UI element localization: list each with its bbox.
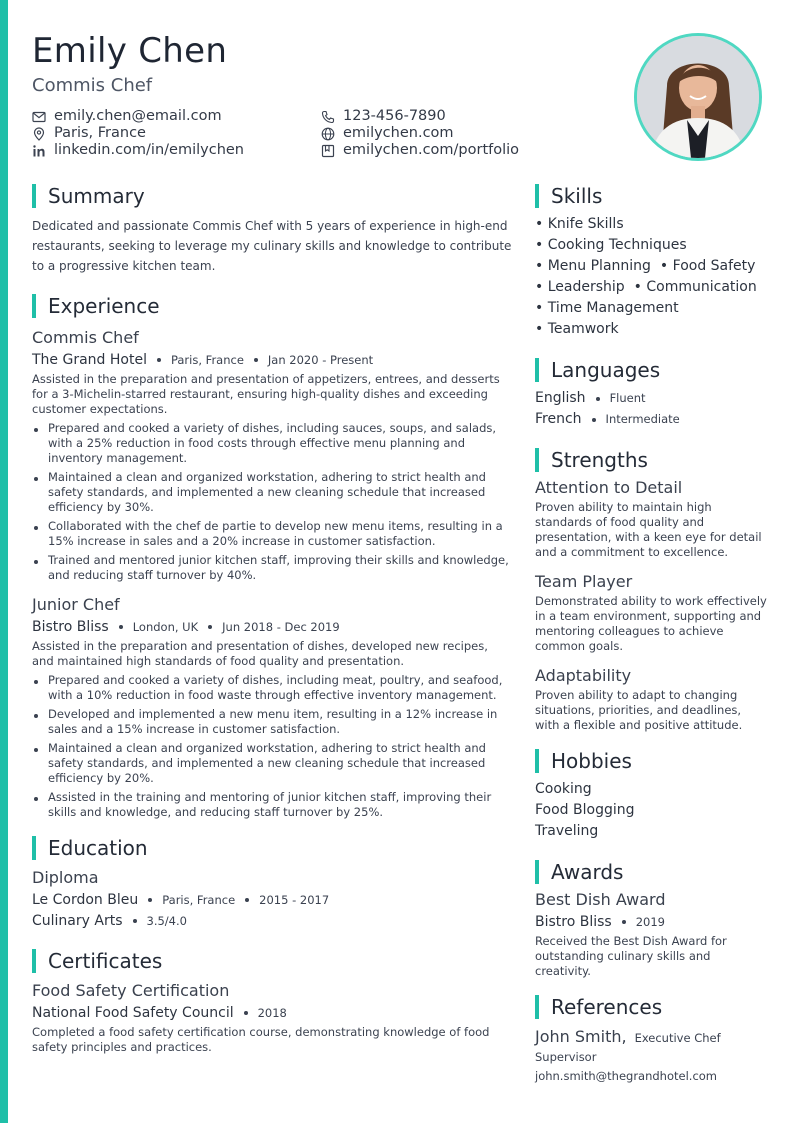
summary-heading-text: Summary bbox=[48, 184, 145, 208]
education-degree: Diploma bbox=[32, 868, 99, 887]
language-level: Fluent bbox=[609, 391, 646, 405]
education-heading-text: Education bbox=[48, 836, 148, 860]
language-item bbox=[535, 409, 767, 430]
awards-heading-text: Awards bbox=[551, 860, 624, 884]
separator-dot bbox=[622, 920, 626, 924]
email-text: emily.chen@email.com bbox=[54, 108, 222, 124]
education-school: Le Cordon Bleu bbox=[32, 892, 139, 908]
list-item: Assisted in the training and mentoring of junior kitchen staff, improving their skills and knowledge, and reducing staff turnover by 25%. bbox=[32, 790, 512, 820]
reference-relation: Supervisor bbox=[535, 1050, 597, 1064]
summary-text: Dedicated and passionate Commis Chef with 5 years of experience in high-end restaurants, seeking to leverage my culinary skills and knowledge to contribute to a progressive kitchen team. bbox=[32, 219, 512, 273]
heading-accent bbox=[32, 949, 36, 973]
education-field: Culinary Arts bbox=[32, 913, 123, 929]
hobby-item: Food Blogging bbox=[535, 802, 635, 818]
education-entry bbox=[32, 868, 512, 931]
job-bullets bbox=[32, 673, 512, 820]
list-item: Developed and implemented a new menu item, resulting in a 12% increase in sales and a 15% increase in customer satisfaction. bbox=[32, 707, 512, 737]
skill-item: • Food Safety bbox=[660, 256, 756, 277]
education-meta bbox=[32, 890, 512, 910]
languages-list bbox=[535, 388, 767, 430]
heading-accent bbox=[32, 836, 36, 860]
job-meta bbox=[32, 617, 512, 637]
job-dates: Jun 2018 - Dec 2019 bbox=[222, 620, 340, 634]
heading-accent bbox=[535, 358, 539, 382]
contact-phone[interactable] bbox=[321, 108, 446, 125]
contact-linkedin[interactable] bbox=[32, 142, 244, 159]
heading-accent bbox=[535, 995, 539, 1019]
right-column bbox=[535, 182, 767, 1084]
separator-dot bbox=[148, 898, 152, 902]
strength-text: Proven ability to adapt to changing situations, priorities, and deadlines, with a flexible and positive attitude. bbox=[535, 688, 743, 732]
award-year: 2019 bbox=[635, 915, 665, 929]
award-issuer: Bistro Bliss bbox=[535, 914, 612, 930]
education-gpa: 3.5/4.0 bbox=[146, 914, 187, 928]
strengths-heading-text: Strengths bbox=[551, 448, 648, 472]
hobbies-heading-text: Hobbies bbox=[551, 749, 632, 773]
reference-name: John Smith, bbox=[535, 1027, 627, 1046]
contact-location bbox=[32, 125, 146, 142]
profile-photo bbox=[634, 33, 762, 161]
reference-entry bbox=[535, 1027, 767, 1084]
skills-heading-text: Skills bbox=[551, 184, 603, 208]
strength-text: Proven ability to maintain high standards of food quality and presentation, with a keen eye for detail and a commitment to excellence. bbox=[535, 500, 762, 559]
certificate-name: Food Safety Certification bbox=[32, 981, 230, 1000]
separator-dot bbox=[596, 397, 600, 401]
mail-icon bbox=[32, 110, 46, 124]
education-dates: 2015 - 2017 bbox=[259, 893, 330, 907]
list-item: Maintained a clean and organized workstation, adhering to strict health and safety standards, and implemented a new cleaning schedule that increased efficiency by 20%. bbox=[32, 741, 512, 786]
language-name: French bbox=[535, 411, 582, 427]
linkedin-text: linkedin.com/in/emilychen bbox=[54, 142, 244, 158]
job-description: Assisted in the preparation and presentation of dishes, developed new recipes, and maintained high standards of food quality and presentation. bbox=[32, 639, 488, 668]
education-location: Paris, France bbox=[162, 893, 236, 907]
list-item: Prepared and cooked a variety of dishes, including sauces, soups, and salads, with a 25% reduction in food costs through effective menu planning and inventory management. bbox=[32, 421, 512, 466]
bookmark-icon bbox=[321, 144, 335, 158]
skill-item: • Leadership bbox=[535, 277, 625, 298]
strength-item bbox=[535, 572, 767, 654]
experience-heading bbox=[32, 292, 512, 320]
heading-accent bbox=[32, 294, 36, 318]
skill-item: • Communication bbox=[634, 277, 757, 298]
contact-portfolio[interactable] bbox=[321, 142, 519, 159]
heading-accent bbox=[32, 184, 36, 208]
hobby-item: Cooking bbox=[535, 781, 592, 797]
candidate-name: Emily Chen bbox=[32, 31, 228, 71]
references-heading bbox=[535, 993, 767, 1021]
award-name: Best Dish Award bbox=[535, 890, 666, 909]
awards-heading bbox=[535, 858, 767, 886]
experience-heading-text: Experience bbox=[48, 294, 160, 318]
strengths-heading bbox=[535, 446, 767, 474]
skill-item: • Teamwork bbox=[535, 319, 619, 340]
award-entry bbox=[535, 890, 767, 979]
separator-dot bbox=[592, 418, 596, 422]
contact-email[interactable] bbox=[32, 108, 222, 125]
contact-website[interactable] bbox=[321, 125, 454, 142]
separator-dot bbox=[244, 1011, 248, 1015]
job-bullets bbox=[32, 421, 512, 583]
hobbies-list bbox=[535, 779, 767, 842]
job-entry-2 bbox=[32, 595, 512, 820]
hobbies-heading bbox=[535, 747, 767, 775]
award-meta bbox=[535, 912, 767, 932]
job-description: Assisted in the preparation and presentation of appetizers, entrees, and desserts for a 3-Michelin-starred restaurant, ensuring high-quality dishes and exceeding customer expectations. bbox=[32, 372, 500, 416]
certificate-issuer: National Food Safety Council bbox=[32, 1005, 234, 1021]
certificate-meta bbox=[32, 1003, 512, 1023]
accent-bar bbox=[0, 0, 8, 1123]
heading-accent bbox=[535, 749, 539, 773]
list-item: Maintained a clean and organized workstation, adhering to strict health and safety standards, and implemented a new cleaning schedule that increased efficiency by 30%. bbox=[32, 470, 512, 515]
separator-dot bbox=[208, 625, 212, 629]
phone-icon bbox=[321, 110, 335, 124]
skill-item: • Knife Skills bbox=[535, 214, 624, 235]
strength-title: Team Player bbox=[535, 572, 633, 591]
skills-list bbox=[535, 214, 767, 340]
summary-heading bbox=[32, 182, 512, 210]
hobby-item: Traveling bbox=[535, 823, 599, 839]
separator-dot bbox=[254, 358, 258, 362]
profile-photo-portrait bbox=[637, 36, 759, 158]
certificate-description: Completed a food safety certification course, demonstrating knowledge of food safety principles and practices. bbox=[32, 1025, 490, 1054]
website-text: emilychen.com bbox=[343, 125, 454, 141]
resume-header bbox=[32, 30, 612, 158]
skills-heading bbox=[535, 182, 767, 210]
separator-dot bbox=[157, 358, 161, 362]
education-field-row bbox=[32, 911, 512, 931]
heading-accent bbox=[535, 448, 539, 472]
job-location: London, UK bbox=[132, 620, 199, 634]
linkedin-icon bbox=[32, 144, 46, 158]
language-item bbox=[535, 388, 767, 409]
strength-text: Demonstrated ability to work effectively in a team environment, supporting and mentoring colleagues to achieve common goals. bbox=[535, 594, 767, 653]
job-company: The Grand Hotel bbox=[32, 352, 147, 368]
list-item: Trained and mentored junior kitchen staff, improving their skills and knowledge, and reducing staff turnover by 40%. bbox=[32, 553, 512, 583]
languages-heading bbox=[535, 356, 767, 384]
strength-item bbox=[535, 666, 767, 733]
list-item: Collaborated with the chef de partie to develop new menu items, resulting in a 15% increase in sales and a 20% increase in customer satisfaction. bbox=[32, 519, 512, 549]
reference-name-row bbox=[535, 1027, 767, 1046]
heading-accent bbox=[535, 184, 539, 208]
skill-item: • Menu Planning bbox=[535, 256, 651, 277]
separator-dot bbox=[245, 898, 249, 902]
strength-item bbox=[535, 478, 767, 560]
job-meta bbox=[32, 350, 512, 370]
certificate-year: 2018 bbox=[257, 1006, 287, 1020]
certificates-heading-text: Certificates bbox=[48, 949, 163, 973]
certificate-entry bbox=[32, 981, 512, 1055]
separator-dot bbox=[119, 625, 123, 629]
education-heading bbox=[32, 834, 512, 862]
heading-accent bbox=[535, 860, 539, 884]
strength-title: Adaptability bbox=[535, 666, 632, 685]
portfolio-text: emilychen.com/portfolio bbox=[343, 142, 520, 158]
list-item: Prepared and cooked a variety of dishes, including meat, poultry, and seafood, with a 10% reduction in food waste through effective inventory management. bbox=[32, 673, 512, 703]
job-dates: Jan 2020 - Present bbox=[267, 353, 374, 367]
globe-icon bbox=[321, 127, 335, 141]
phone-text: 123-456-7890 bbox=[343, 108, 446, 124]
reference-position: Executive Chef bbox=[634, 1031, 721, 1045]
candidate-title: Commis Chef bbox=[32, 75, 153, 96]
references-heading-text: References bbox=[551, 995, 663, 1019]
language-name: English bbox=[535, 390, 586, 406]
languages-heading-text: Languages bbox=[551, 358, 661, 382]
separator-dot bbox=[133, 919, 137, 923]
language-level: Intermediate bbox=[605, 412, 680, 426]
job-entry-1 bbox=[32, 328, 512, 583]
location-pin-icon bbox=[32, 127, 46, 141]
job-role: Junior Chef bbox=[32, 595, 120, 614]
job-role: Commis Chef bbox=[32, 328, 139, 347]
job-location: Paris, France bbox=[170, 353, 244, 367]
award-description: Received the Best Dish Award for outstanding culinary skills and creativity. bbox=[535, 934, 727, 978]
skill-item: • Cooking Techniques bbox=[535, 235, 758, 256]
job-company: Bistro Bliss bbox=[32, 619, 109, 635]
certificates-heading bbox=[32, 947, 512, 975]
left-column bbox=[32, 182, 512, 1055]
reference-email[interactable]: john.smith@thegrandhotel.com bbox=[535, 1069, 718, 1083]
skill-item: • Time Management bbox=[535, 298, 679, 319]
location-text: Paris, France bbox=[54, 125, 146, 141]
strength-title: Attention to Detail bbox=[535, 478, 683, 497]
